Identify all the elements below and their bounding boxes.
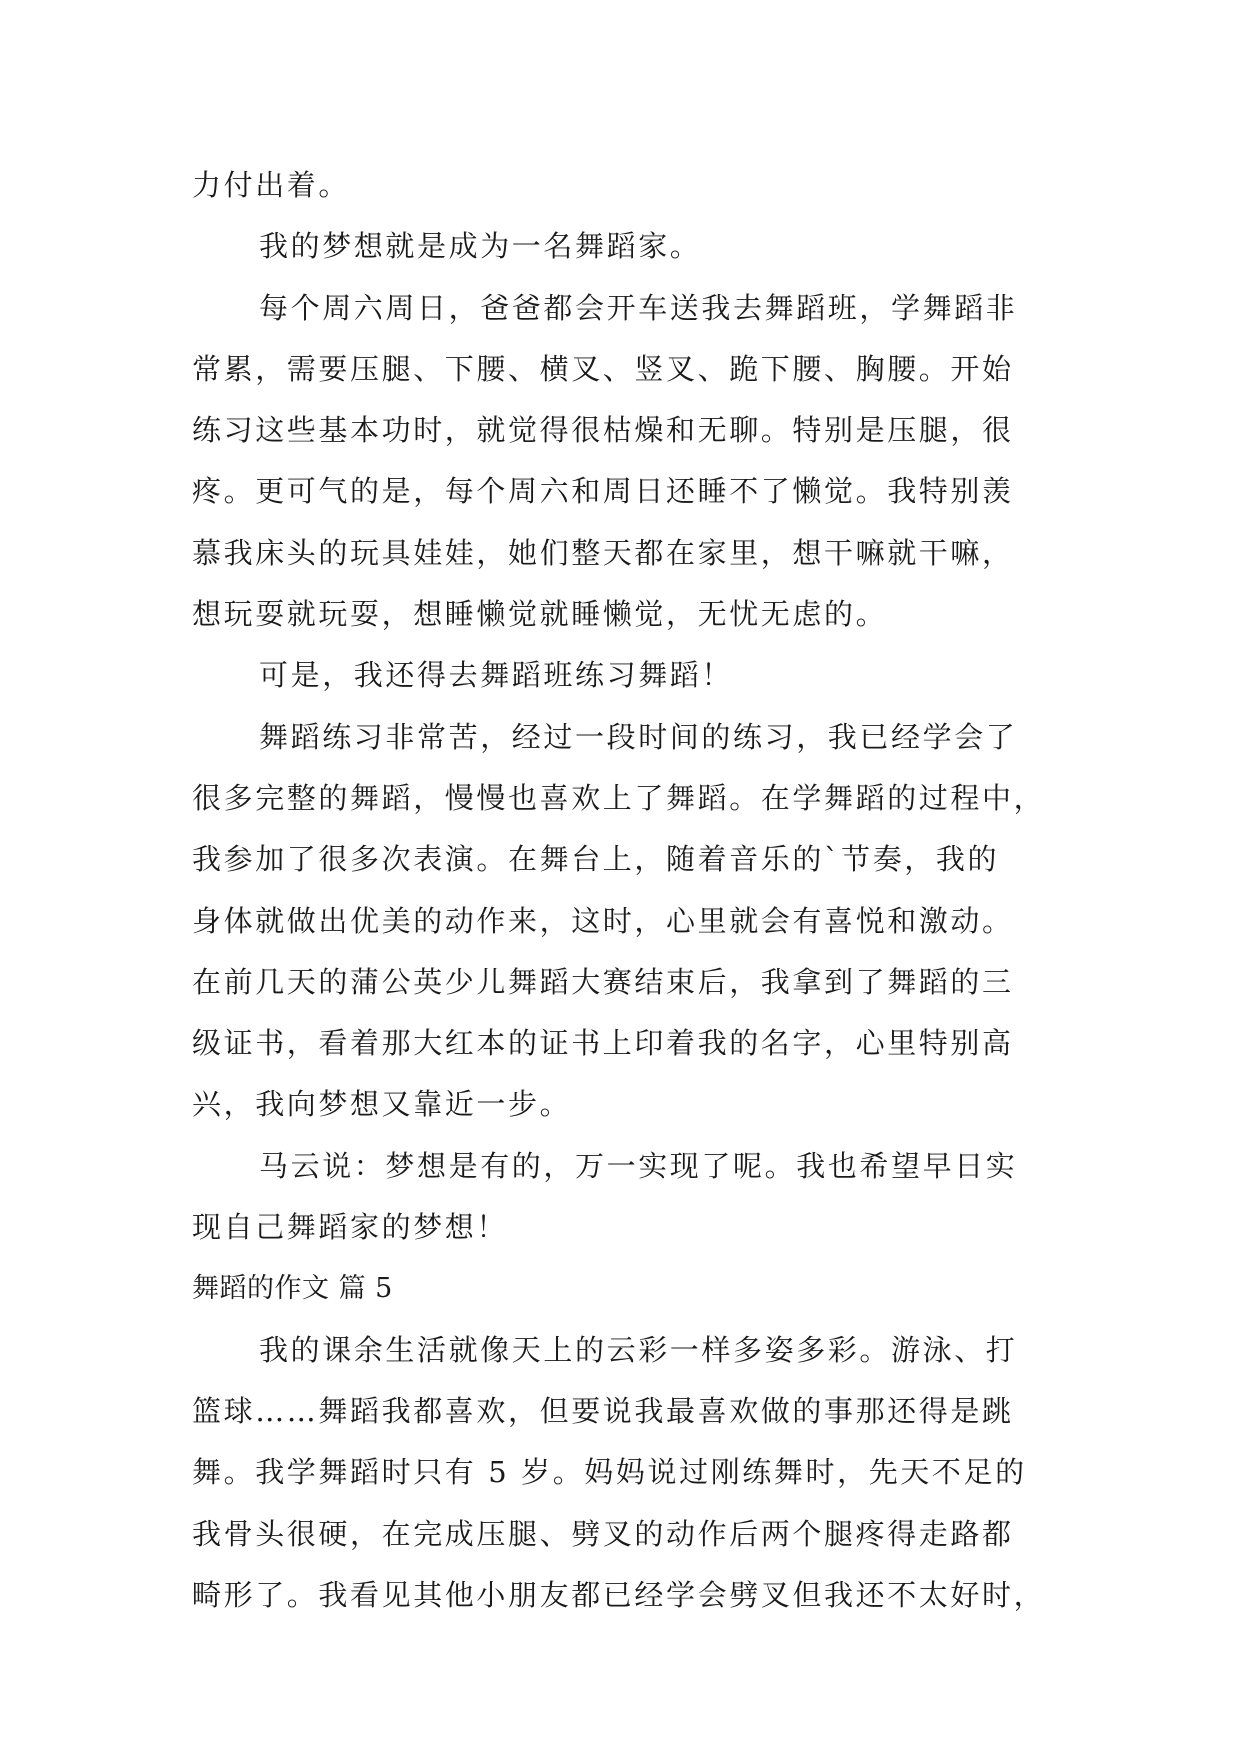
- paragraph-first-line: 每个周六周日，爸爸都会开车送我去舞蹈班，学舞蹈非: [259, 290, 1018, 325]
- text-line: 在前几天的蒲公英少儿舞蹈大赛结束后，我拿到了舞蹈的三: [192, 964, 1014, 999]
- text-line: 篮球……舞蹈我都喜欢，但要说我最喜欢做的事那还得是跳: [192, 1393, 1014, 1428]
- text-line: 慕我床头的玩具娃娃，她们整天都在家里，想干嘛就干嘛，: [192, 535, 1014, 570]
- text-line: 畸形了。我看见其他小朋友都已经学会劈叉但我还不太好时，: [192, 1577, 1046, 1612]
- text-line: 舞。我学舞蹈时只有 5 岁。妈妈说过刚练舞时，先天不足的: [192, 1455, 1027, 1490]
- text-line: 现自己舞蹈家的梦想！: [192, 1210, 509, 1245]
- text-line: 我参加了很多次表演。在舞台上，随着音乐的`节奏，我的: [192, 842, 1000, 877]
- paragraph-first-line: 我的梦想就是成为一名舞蹈家。: [259, 229, 702, 264]
- text-line: 身体就做出优美的动作来，这时，心里就会有喜悦和激动。: [192, 903, 1014, 938]
- text-line: 级证书，看着那大红本的证书上印着我的名字，心里特别高: [192, 1026, 1014, 1061]
- text-line: 很多完整的舞蹈，慢慢也喜欢上了舞蹈。在学舞蹈的过程中，: [192, 780, 1046, 815]
- text-line: 疼。更可气的是，每个周六和周日还睡不了懒觉。我特别羡: [192, 474, 1014, 509]
- text-line: 常累，需要压腿、下腰、横叉、竖叉、跪下腰、胸腰。开始: [192, 351, 1014, 386]
- paragraph-first-line: 舞蹈练习非常苦，经过一段时间的练习，我已经学会了: [259, 719, 1018, 754]
- paragraph-first-line: 我的课余生活就像天上的云彩一样多姿多彩。游泳、打: [259, 1332, 1018, 1367]
- text-line: 力付出着。: [192, 168, 351, 202]
- paragraph-first-line: 马云说：梦想是有的，万一实现了呢。我也希望早日实: [259, 1148, 1018, 1183]
- essay-body: [192, 155, 1052, 1626]
- section-heading: 舞蹈的作文 篇 5: [192, 1273, 393, 1305]
- text-line: 练习这些基本功时，就觉得很枯燥和无聊。特别是压腿，很: [192, 413, 1014, 448]
- text-line: 兴，我向梦想又靠近一步。: [192, 1087, 572, 1122]
- text-line: 我骨头很硬，在完成压腿、劈叉的动作后两个腿疼得走路都: [192, 1516, 1014, 1551]
- text-line: 想玩耍就玩耍，想睡懒觉就睡懒觉，无忧无虑的。: [192, 597, 888, 632]
- paragraph-first-line: 可是，我还得去舞蹈班练习舞蹈！: [259, 658, 734, 693]
